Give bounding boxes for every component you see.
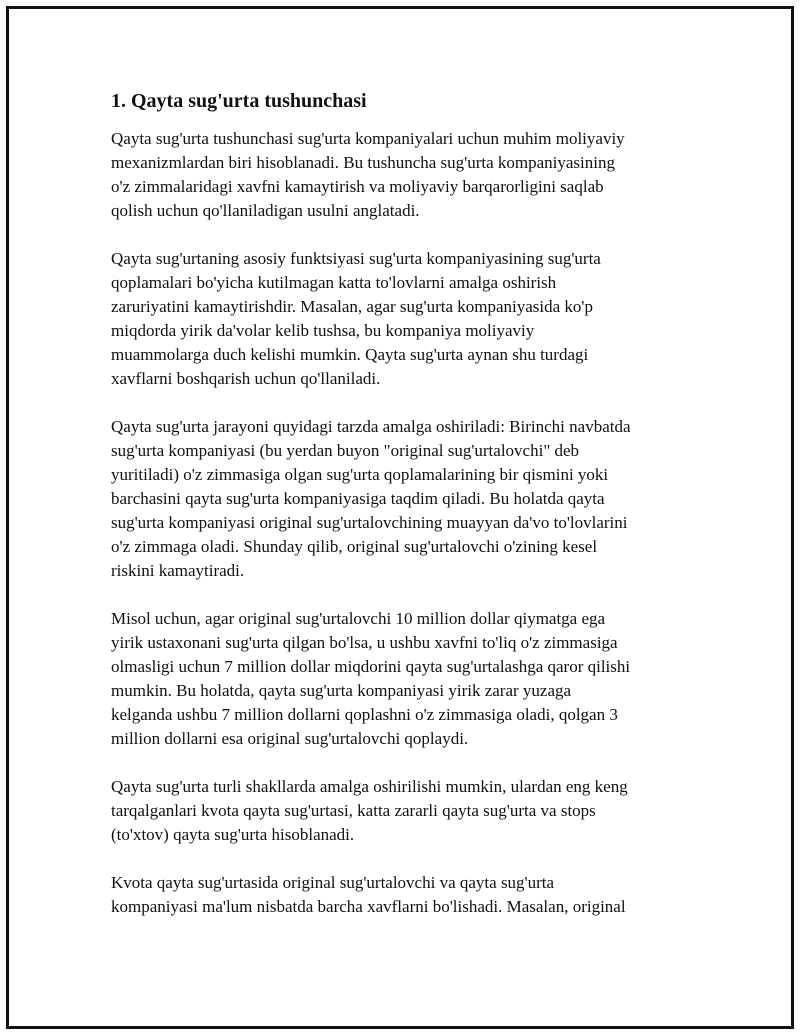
text-line: Qayta sug'urta jarayoni quyidagi tarzda amalga oshiriladi: Birinchi navbatda — [111, 417, 631, 436]
text-line: zaruriyatini kamaytirishdir. Masalan, agar sug'urta kompaniyasida ko'p — [111, 297, 593, 316]
text-line: muammolarga duch kelishi mumkin. Qayta sug'urta aynan shu turdagi — [111, 345, 589, 364]
text-line: sug'urta kompaniyasi (bu yerdan buyon "original sug'urtalovchi" deb — [111, 441, 580, 460]
text-line: Misol uchun, agar original sug'urtalovchi 10 million dollar qiymatga ega — [111, 609, 606, 628]
paragraph-forms — [111, 775, 691, 847]
text-line: barchasini qayta sug'urta kompaniyasiga taqdim qiladi. Bu holatda qayta — [111, 489, 605, 508]
text-line: o'z zimmaga oladi. Shunday qilib, original sug'urtalovchi o'zining kesel — [111, 537, 598, 556]
text-line: miqdorda yirik da'volar kelib tushsa, bu kompaniya moliyaviy — [111, 321, 535, 340]
paragraph-function — [111, 247, 691, 391]
text-line: tarqalganlari kvota qayta sug'urtasi, katta zararli qayta sug'urta va stops — [111, 801, 596, 820]
text-line: Qayta sug'urta turli shakllarda amalga oshirilishi mumkin, ulardan eng keng — [111, 777, 628, 796]
text-line: riskini kamaytiradi. — [111, 561, 245, 580]
paragraph-definition — [111, 127, 691, 223]
text-line: Qayta sug'urtaning asosiy funktsiyasi sug'urta kompaniyasining sug'urta — [111, 249, 601, 268]
text-line: Kvota qayta sug'urtasida original sug'urtalovchi va qayta sug'urta — [111, 873, 555, 892]
text-line: million dollarni esa original sug'urtalovchi qoplaydi. — [111, 729, 469, 748]
text-line: mumkin. Bu holatda, qayta sug'urta kompaniyasi yirik zarar yuzaga — [111, 681, 572, 700]
text-line: xavflarni boshqarish uchun qo'llaniladi. — [111, 369, 381, 388]
text-line: sug'urta kompaniyasi original sug'urtalovchining muayyan da'vo to'lovlarini — [111, 513, 628, 532]
text-line: qoplamalari bo'yicha kutilmagan katta to'lovlarni amalga oshirish — [111, 273, 557, 292]
text-line: kelganda ushbu 7 million dollarni qoplashni o'z zimmasiga oladi, qolgan 3 — [111, 705, 618, 724]
text-line: yuritiladi) o'z zimmasiga olgan sug'urta qoplamalarining bir qismini yoki — [111, 465, 609, 484]
text-line: Qayta sug'urta tushunchasi sug'urta kompaniyalari uchun muhim moliyaviy — [111, 129, 625, 148]
text-line: kompaniyasi ma'lum nisbatda barcha xavflarni bo'lishadi. Masalan, original — [111, 897, 626, 916]
section-heading: 1. Qayta sug'urta tushunchasi — [111, 90, 367, 112]
text-line: yirik ustaxonani sug'urta qilgan bo'lsa, u ushbu xavfni to'liq o'z zimmasiga — [111, 633, 618, 652]
paragraph-example — [111, 607, 691, 751]
text-line: mexanizmlardan biri hisoblanadi. Bu tushuncha sug'urta kompaniyasining — [111, 153, 615, 172]
text-line: qolish uchun qo'llaniladigan usulni anglatadi. — [111, 201, 420, 220]
paragraph-process — [111, 415, 691, 583]
paragraph-quota — [111, 871, 691, 919]
text-line: olmasligi uchun 7 million dollar miqdorini qayta sug'urtalashga qaror qilishi — [111, 657, 631, 676]
text-line: (to'xtov) qayta sug'urta hisoblanadi. — [111, 825, 355, 844]
document-body — [111, 87, 691, 943]
text-line: o'z zimmalaridagi xavfni kamaytirish va moliyaviy barqarorligini saqlab — [111, 177, 604, 196]
